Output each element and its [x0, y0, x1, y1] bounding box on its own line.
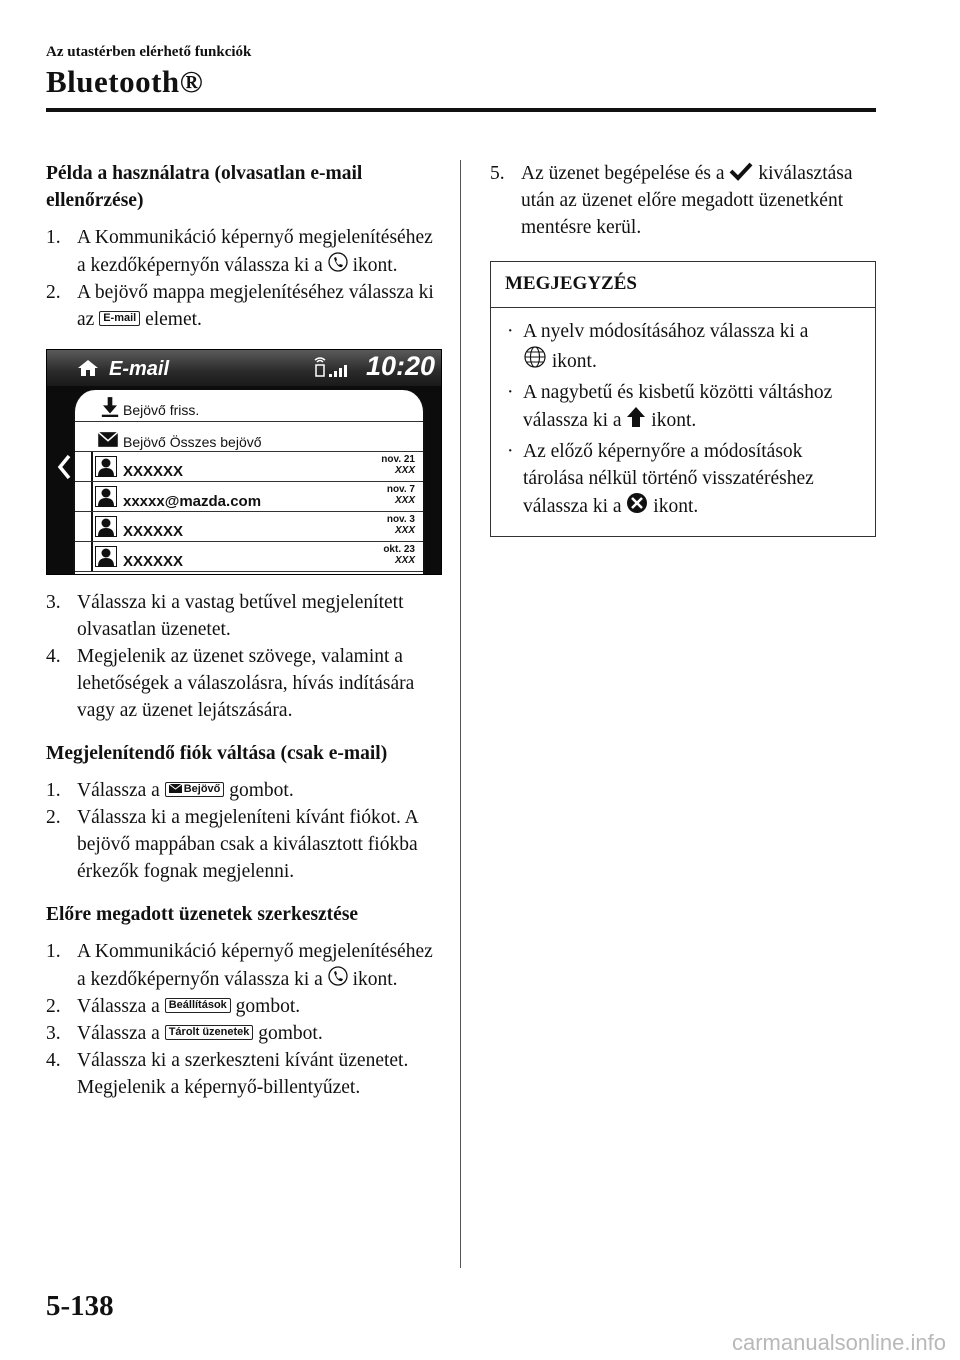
right-column: [490, 160, 876, 537]
column-divider: [460, 160, 461, 1268]
inbox-down-icon: [99, 396, 121, 417]
message-row[interactable]: [75, 542, 423, 572]
envelope-icon: [97, 429, 119, 450]
message-time: XXX: [394, 525, 415, 536]
communication-phone-icon: [328, 965, 348, 987]
note-text: A nyelv módosításához válassza ki a: [523, 321, 809, 342]
message-date: [381, 454, 415, 476]
contact-person-icon: [95, 486, 117, 507]
steps-unread-email: [46, 224, 446, 333]
step-text: A bejövő mappa megjelenítéséhez válassza ki az: [77, 282, 434, 330]
step-number: 4.: [46, 646, 61, 667]
contact-person-icon: [95, 546, 117, 567]
step-text: A Kommunikáció képernyő megjelenítéséhez a kezdőképernyőn válassza ki a: [77, 941, 433, 990]
message-row[interactable]: [75, 482, 423, 512]
step-text: ikont.: [352, 255, 398, 276]
step-item: [46, 804, 446, 885]
note-item: [505, 379, 861, 434]
note-text: ikont.: [551, 351, 597, 372]
message-sender: XXXXXX: [123, 523, 184, 540]
step-item: [46, 589, 446, 643]
contact-person-icon: [95, 516, 117, 537]
step-number: 2.: [46, 996, 61, 1017]
step-number: 3.: [46, 592, 61, 613]
note-text: A nagybetű és kisbetű közötti váltáshoz válassza ki a: [523, 382, 833, 431]
checkmark-icon: [729, 161, 753, 181]
step-item: [46, 279, 446, 333]
step-item: [46, 643, 446, 724]
row-rule: [91, 542, 93, 571]
step-item: [490, 160, 876, 241]
screen-clock: 10:20: [365, 351, 435, 381]
message-date: [383, 544, 415, 566]
step-text: Megjelenik az üzenet szövege, valamint a lehetőségek a válaszolásra, hívás indítására vagy az üzenet lejátszására.: [77, 646, 415, 721]
bullet: ·: [507, 441, 514, 462]
folder-row-all[interactable]: [75, 422, 423, 452]
step-item: [46, 993, 446, 1020]
message-sender: XXXXXX: [123, 553, 184, 570]
step-item: [46, 224, 446, 279]
shift-arrow-icon: [626, 406, 646, 428]
steps-unread-email-cont: [46, 589, 446, 724]
step-text: Válassza a: [77, 780, 160, 801]
note-text: ikont.: [653, 496, 699, 517]
step-text: A Kommunikáció képernyő megjelenítéséhez a kezdőképernyőn válassza ki a: [77, 227, 433, 276]
page-title: Bluetooth®: [46, 64, 204, 99]
folder-label: Bejövő friss.: [123, 402, 200, 418]
message-time: XXX: [394, 465, 415, 476]
step-item: [46, 1020, 446, 1047]
message-sender: xxxxx@mazda.com: [123, 493, 262, 510]
communication-phone-icon: [328, 251, 348, 273]
note-item: [505, 318, 861, 375]
row-rule: [91, 452, 93, 481]
message-sender: XXXXXX: [123, 463, 184, 480]
note-item: [505, 438, 861, 520]
step-text: Válassza ki a megjeleníteni kívánt fiókot. A bejövő mappában csak a kiválasztott fiókba érkezők fognak megjelenni.: [77, 807, 418, 882]
email-chip: E-mail: [99, 311, 140, 326]
globe-language-icon: [523, 345, 547, 369]
step-text: Válassza ki a szerkeszteni kívánt üzenetet. Megjelenik a képernyő-billentyűzet.: [77, 1050, 409, 1098]
step-text: gombot.: [235, 996, 301, 1017]
settings-chip: Beállítások: [165, 998, 231, 1013]
step-number: 2.: [46, 807, 61, 828]
message-list: [73, 390, 425, 574]
message-date-text: nov. 21: [381, 454, 415, 465]
folder-label: Bejövő Összes bejövő: [123, 434, 262, 450]
step-item: [46, 1047, 446, 1101]
message-date: [387, 514, 415, 536]
section-label: Az utastérben elérhető funkciók: [46, 44, 252, 60]
note-text: ikont.: [651, 410, 697, 431]
signal-status-icon: [309, 356, 349, 380]
section-heading-account: Megjelenítendő fiók váltása (csak e-mail): [46, 743, 388, 764]
watermark: carmanualsonline.info: [731, 1330, 946, 1355]
section-heading-preset: Előre megadott üzenetek szerkesztése: [46, 904, 359, 925]
message-date-text: nov. 7: [386, 484, 415, 495]
message-row[interactable]: [75, 512, 423, 542]
bullet: ·: [507, 321, 514, 342]
contact-person-icon: [95, 456, 117, 477]
message-date-text: okt. 23: [383, 544, 415, 555]
note-list: [491, 308, 875, 536]
step-item: [46, 938, 446, 993]
section-heading-unread-email: Példa a használatra (olvasatlan e-mail ellenőrzése): [46, 163, 363, 211]
title-rule: [46, 108, 876, 112]
steps-account: [46, 777, 446, 885]
step-text: kiválasztása után az üzenet előre megadott üzenetként mentésre kerül.: [521, 163, 853, 238]
bullet: ·: [507, 382, 514, 403]
step-number: 1.: [46, 780, 61, 801]
message-row[interactable]: [75, 452, 423, 482]
home-icon: [77, 359, 99, 377]
steps-preset-cont: [490, 160, 876, 241]
page-number: 5-138: [46, 1290, 114, 1322]
chip-label: Bejövő: [183, 783, 221, 795]
note-text: Az előző képernyőre a módosítások tárolása nélkül történő visszatéréshez válassza ki a: [523, 441, 814, 517]
step-text: gombot.: [229, 780, 294, 801]
back-arrow-icon[interactable]: [57, 454, 71, 480]
row-rule: [91, 482, 93, 511]
inbox-chip: [165, 782, 225, 797]
note-box: [490, 261, 876, 537]
step-text: Válassza a: [77, 1023, 160, 1044]
message-date-text: nov. 3: [386, 514, 415, 525]
step-number: 3.: [46, 1023, 61, 1044]
step-text: Válassza ki a vastag betűvel megjelenített olvasatlan üzenetet.: [77, 592, 404, 640]
step-item: [46, 777, 446, 804]
step-number: 4.: [46, 1050, 61, 1071]
step-text: ikont.: [352, 969, 398, 990]
message-date: [387, 484, 415, 506]
step-number: 1.: [46, 941, 61, 962]
step-text: Az üzenet begépelése és a: [521, 163, 725, 184]
message-time: XXX: [394, 495, 415, 506]
message-time: XXX: [394, 555, 415, 566]
steps-preset: [46, 938, 446, 1101]
step-text: Válassza a: [77, 996, 160, 1017]
stored-messages-chip: Tárolt üzenetek: [165, 1025, 254, 1040]
email-screen-screenshot: [46, 349, 442, 575]
step-number: 2.: [46, 282, 61, 303]
screen-title: E-mail: [109, 358, 170, 380]
step-text: elemet.: [145, 309, 202, 330]
note-title: MEGJEGYZÉS: [491, 262, 875, 308]
cancel-x-icon: [626, 492, 648, 514]
step-text: gombot.: [258, 1023, 323, 1044]
step-number: 5.: [490, 163, 505, 184]
step-number: 1.: [46, 227, 61, 248]
folder-row-new[interactable]: [75, 390, 423, 422]
row-rule: [91, 512, 93, 541]
left-column: [46, 160, 446, 1101]
envelope-icon: [169, 784, 182, 793]
